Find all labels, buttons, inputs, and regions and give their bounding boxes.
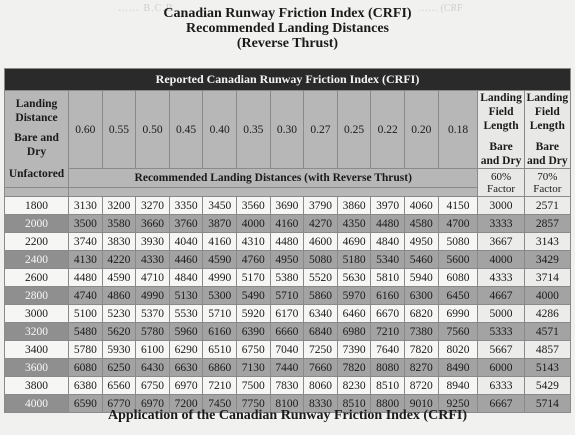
recommended-distance-cell: 8510 xyxy=(337,395,371,413)
recommended-distance-cell: 6100 xyxy=(136,341,170,359)
recommended-distance-cell: 8020 xyxy=(438,341,478,359)
recommended-distance-cell: 6390 xyxy=(237,323,271,341)
table-row xyxy=(5,215,571,233)
recommended-distance-cell: 6080 xyxy=(69,359,103,377)
recommended-distance-cell: 5960 xyxy=(169,323,203,341)
field-length-60-cell: 5667 xyxy=(478,341,524,359)
recommended-distance-cell: 7440 xyxy=(270,359,304,377)
recommended-distance-cell: 4700 xyxy=(438,215,478,233)
factor-70-label: 70% Factor xyxy=(524,169,570,197)
recommended-distance-cell: 3870 xyxy=(203,215,237,233)
table-banner: Reported Canadian Runway Friction Index (CRFI) xyxy=(5,69,571,91)
recommended-distance-cell: 3200 xyxy=(102,197,136,215)
recommended-distance-cell: 7560 xyxy=(438,323,478,341)
recommended-distance-cell: 8100 xyxy=(270,395,304,413)
recommended-distance-cell: 7820 xyxy=(404,341,438,359)
recommended-distance-cell: 6560 xyxy=(102,377,136,395)
field-length-70-cell: 5143 xyxy=(524,359,570,377)
recommended-distance-cell: 5520 xyxy=(304,269,338,287)
landing-distance-cell: 4000 xyxy=(5,395,69,413)
recommended-distance-cell: 5600 xyxy=(438,251,478,269)
recommended-distance-cell: 5710 xyxy=(203,305,237,323)
recommended-distance-cell: 4060 xyxy=(404,197,438,215)
recommended-distance-cell: 5080 xyxy=(304,251,338,269)
recommended-distance-cell: 5810 xyxy=(371,269,405,287)
recommended-distance-cell: 5490 xyxy=(237,287,271,305)
crfi-header-cell: 0.55 xyxy=(102,91,136,169)
recommended-distance-cell: 6300 xyxy=(404,287,438,305)
title-line-2: Recommended Landing Distances xyxy=(185,21,389,36)
recommended-distance-cell: 4990 xyxy=(136,287,170,305)
recommended-distance-cell: 4760 xyxy=(237,251,271,269)
recommended-distance-cell: 7820 xyxy=(337,359,371,377)
recommended-distance-cell: 6170 xyxy=(270,305,304,323)
recommended-distance-cell: 4590 xyxy=(203,251,237,269)
recommended-distance-cell: 3660 xyxy=(136,215,170,233)
crfi-header-cell: 0.50 xyxy=(136,91,170,169)
recommended-distance-cell: 3450 xyxy=(203,197,237,215)
recommended-distance-cell: 5530 xyxy=(169,305,203,323)
crfi-header-cell: 0.20 xyxy=(404,91,438,169)
recommended-distance-cell: 6980 xyxy=(337,323,371,341)
recommended-distance-cell: 5860 xyxy=(304,287,338,305)
landing-distance-cell: 3000 xyxy=(5,305,69,323)
recommended-distance-cell: 3560 xyxy=(237,197,271,215)
recommended-distance-cell: 7450 xyxy=(203,395,237,413)
recommended-distances-label: Recommended Landing Distances (with Reverse Thrust) xyxy=(69,169,478,188)
landing-distance-cell: 1800 xyxy=(5,197,69,215)
table-row xyxy=(5,233,571,251)
recommended-distance-cell: 5780 xyxy=(69,341,103,359)
recommended-distance-cell: 4270 xyxy=(304,215,338,233)
field-length-70-cell: 3429 xyxy=(524,251,570,269)
recommended-distance-cell: 3760 xyxy=(169,215,203,233)
recommended-distance-cell: 6970 xyxy=(136,395,170,413)
field-length-60-cell: 6000 xyxy=(478,359,524,377)
crfi-header-cell: 0.40 xyxy=(203,91,237,169)
recommended-distance-cell: 4710 xyxy=(136,269,170,287)
table-row xyxy=(5,251,571,269)
recommended-distance-cell: 5080 xyxy=(438,233,478,251)
faded-header-text-right: …… (CRF xyxy=(418,3,463,14)
recommended-distance-cell: 6750 xyxy=(237,341,271,359)
recommended-distance-cell: 5130 xyxy=(169,287,203,305)
recommended-distance-cell: 8800 xyxy=(371,395,405,413)
recommended-distance-cell: 5780 xyxy=(136,323,170,341)
recommended-distance-cell: 3930 xyxy=(136,233,170,251)
recommended-distance-cell: 5480 xyxy=(69,323,103,341)
crfi-landing-distance-table xyxy=(4,68,571,413)
recommended-distance-cell: 4990 xyxy=(203,269,237,287)
recommended-distance-cell: 5460 xyxy=(404,251,438,269)
recommended-distance-cell: 4130 xyxy=(69,251,103,269)
field-length-70-cell: 5429 xyxy=(524,377,570,395)
recommended-distance-cell: 4160 xyxy=(270,215,304,233)
document-title xyxy=(0,6,575,51)
recommended-distance-cell: 5630 xyxy=(337,269,371,287)
recommended-distance-cell: 7200 xyxy=(169,395,203,413)
field-length-60-cell: 3000 xyxy=(478,197,524,215)
recommended-distance-cell: 4590 xyxy=(102,269,136,287)
recommended-distance-cell: 6660 xyxy=(270,323,304,341)
table-row xyxy=(5,305,571,323)
recommended-distance-cell: 8080 xyxy=(371,359,405,377)
recommended-distance-cell: 9010 xyxy=(404,395,438,413)
recommended-distance-cell: 4580 xyxy=(404,215,438,233)
recommended-distance-cell: 3500 xyxy=(69,215,103,233)
crfi-header-cell: 0.30 xyxy=(270,91,304,169)
crfi-header-cell: 0.22 xyxy=(371,91,405,169)
recommended-distance-cell: 7250 xyxy=(304,341,338,359)
field-length-60-cell: 5333 xyxy=(478,323,524,341)
recommended-distance-cell: 4480 xyxy=(270,233,304,251)
recommended-distance-cell: 6860 xyxy=(203,359,237,377)
recommended-distance-cell: 6670 xyxy=(371,305,405,323)
recommended-distance-cell: 3130 xyxy=(69,197,103,215)
field-length-60-cell: 4667 xyxy=(478,287,524,305)
title-line-3: (Reverse Thrust) xyxy=(236,36,339,51)
title-line-1: Canadian Runway Friction Index (CRFI) xyxy=(163,6,412,21)
recommended-distance-cell: 4740 xyxy=(69,287,103,305)
recommended-distance-cell: 7210 xyxy=(371,323,405,341)
recommended-distance-cell: 9250 xyxy=(438,395,478,413)
recommended-distance-cell: 5940 xyxy=(404,269,438,287)
recommended-distance-cell: 3270 xyxy=(136,197,170,215)
table-body xyxy=(5,197,571,413)
recommended-distance-cell: 6160 xyxy=(203,323,237,341)
recommended-distance-cell: 8490 xyxy=(438,359,478,377)
crfi-header-cell: 0.27 xyxy=(304,91,338,169)
field-length-60-cell: 3667 xyxy=(478,233,524,251)
recommended-distance-cell: 4460 xyxy=(169,251,203,269)
recommended-distance-cell: 4000 xyxy=(237,215,271,233)
recommended-distance-cell: 7390 xyxy=(337,341,371,359)
recommended-distance-cell: 4950 xyxy=(270,251,304,269)
recommended-distance-cell: 5620 xyxy=(102,323,136,341)
recommended-distance-cell: 5180 xyxy=(337,251,371,269)
recommended-distance-cell: 4160 xyxy=(203,233,237,251)
recommended-distance-cell: 5710 xyxy=(270,287,304,305)
field-length-70-cell: 4000 xyxy=(524,287,570,305)
recommended-distance-cell: 4150 xyxy=(438,197,478,215)
recommended-distance-cell: 5920 xyxy=(237,305,271,323)
table-row xyxy=(5,341,571,359)
recommended-distance-cell: 5100 xyxy=(69,305,103,323)
field-length-60-cell: 6333 xyxy=(478,377,524,395)
recommended-distance-cell: 3350 xyxy=(169,197,203,215)
recommended-distance-cell: 6450 xyxy=(438,287,478,305)
recommended-distance-cell: 3690 xyxy=(270,197,304,215)
factor-60-label: 60% Factor xyxy=(478,169,524,197)
header-spacer xyxy=(69,188,478,197)
recommended-distance-cell: 7210 xyxy=(203,377,237,395)
recommended-distance-cell: 4840 xyxy=(371,233,405,251)
field-length-70-cell: 3143 xyxy=(524,233,570,251)
recommended-distance-cell: 6750 xyxy=(136,377,170,395)
table-row xyxy=(5,377,571,395)
landing-distance-cell: 3200 xyxy=(5,323,69,341)
field-length-70-cell: 2857 xyxy=(524,215,570,233)
table-row xyxy=(5,287,571,305)
crfi-header-cell: 0.35 xyxy=(237,91,271,169)
recommended-distance-cell: 6380 xyxy=(69,377,103,395)
landing-distance-cell: 2600 xyxy=(5,269,69,287)
recommended-distance-cell: 8230 xyxy=(337,377,371,395)
recommended-distance-cell: 5230 xyxy=(102,305,136,323)
recommended-distance-cell: 4950 xyxy=(404,233,438,251)
table-row xyxy=(5,269,571,287)
recommended-distance-cell: 3830 xyxy=(102,233,136,251)
crfi-header-cell: 0.18 xyxy=(438,91,478,169)
landing-distance-cell: 3800 xyxy=(5,377,69,395)
recommended-distance-cell: 7640 xyxy=(371,341,405,359)
recommended-distance-cell: 4310 xyxy=(237,233,271,251)
recommended-distance-cell: 8270 xyxy=(404,359,438,377)
recommended-distance-cell: 6590 xyxy=(69,395,103,413)
recommended-distance-cell: 6990 xyxy=(438,305,478,323)
recommended-distance-cell: 4480 xyxy=(371,215,405,233)
recommended-distance-cell: 6160 xyxy=(371,287,405,305)
landing-distance-cell: 3600 xyxy=(5,359,69,377)
recommended-distance-cell: 7380 xyxy=(404,323,438,341)
field-length-70-cell: 5714 xyxy=(524,395,570,413)
recommended-distance-cell: 6630 xyxy=(169,359,203,377)
recommended-distance-cell: 3580 xyxy=(102,215,136,233)
recommended-distance-cell: 4220 xyxy=(102,251,136,269)
landing-distance-cell: 2200 xyxy=(5,233,69,251)
recommended-distance-cell: 4860 xyxy=(102,287,136,305)
recommended-distance-cell: 5930 xyxy=(102,341,136,359)
recommended-distance-cell: 7040 xyxy=(270,341,304,359)
recommended-distance-cell: 7500 xyxy=(237,377,271,395)
recommended-distance-cell: 4040 xyxy=(169,233,203,251)
landing-distance-cell: 2800 xyxy=(5,287,69,305)
recommended-distance-cell: 4840 xyxy=(169,269,203,287)
landing-distance-cell: 2400 xyxy=(5,251,69,269)
recommended-distance-cell: 4480 xyxy=(69,269,103,287)
recommended-distance-cell: 6460 xyxy=(337,305,371,323)
recommended-distance-cell: 4690 xyxy=(337,233,371,251)
crfi-header-cell: 0.25 xyxy=(337,91,371,169)
field-length-60-cell: 4333 xyxy=(478,269,524,287)
recommended-distance-cell: 3740 xyxy=(69,233,103,251)
field-length-60-cell: 5000 xyxy=(478,305,524,323)
field-length-70-cell: 4571 xyxy=(524,323,570,341)
field-length-70-cell: 4286 xyxy=(524,305,570,323)
recommended-distance-cell: 6770 xyxy=(102,395,136,413)
recommended-distance-cell: 3860 xyxy=(337,197,371,215)
recommended-distance-cell: 7750 xyxy=(237,395,271,413)
landing-distance-cell: 3400 xyxy=(5,341,69,359)
recommended-distance-cell: 5340 xyxy=(371,251,405,269)
recommended-distance-cell: 6820 xyxy=(404,305,438,323)
recommended-distance-cell: 6430 xyxy=(136,359,170,377)
recommended-distance-cell: 5370 xyxy=(136,305,170,323)
footer-caption: Application of the Canadian Runway Friction Index (CRFI) xyxy=(108,408,467,423)
recommended-distance-cell: 5170 xyxy=(237,269,271,287)
recommended-distance-cell: 6510 xyxy=(203,341,237,359)
field-length-70-header: Landing Field Length Bare and Dry xyxy=(524,91,570,169)
field-length-60-cell: 6667 xyxy=(478,395,524,413)
recommended-distance-cell: 6970 xyxy=(169,377,203,395)
recommended-distance-cell: 7660 xyxy=(304,359,338,377)
field-length-60-header: Landing Field Length Bare and Dry xyxy=(478,91,524,169)
field-length-70-cell: 2571 xyxy=(524,197,570,215)
recommended-distance-cell: 5300 xyxy=(203,287,237,305)
recommended-distance-cell: 4600 xyxy=(304,233,338,251)
field-length-70-cell: 3714 xyxy=(524,269,570,287)
recommended-distance-cell: 6080 xyxy=(438,269,478,287)
recommended-distance-cell: 6840 xyxy=(304,323,338,341)
crfi-header-cell: 0.45 xyxy=(169,91,203,169)
field-length-60-cell: 4000 xyxy=(478,251,524,269)
recommended-distance-cell: 6340 xyxy=(304,305,338,323)
recommended-distance-cell: 4330 xyxy=(136,251,170,269)
recommended-distance-cell: 7830 xyxy=(270,377,304,395)
recommended-distance-cell: 3790 xyxy=(304,197,338,215)
recommended-distance-cell: 5970 xyxy=(337,287,371,305)
table-row xyxy=(5,197,571,215)
recommended-distance-cell: 5380 xyxy=(270,269,304,287)
field-length-70-cell: 4857 xyxy=(524,341,570,359)
recommended-distance-cell: 4350 xyxy=(337,215,371,233)
recommended-distance-cell: 6250 xyxy=(102,359,136,377)
recommended-distance-cell: 8510 xyxy=(371,377,405,395)
recommended-distance-cell: 8720 xyxy=(404,377,438,395)
header-spacer xyxy=(5,188,69,197)
crfi-header-cell: 0.60 xyxy=(69,91,103,169)
recommended-distance-cell: 8940 xyxy=(438,377,478,395)
field-length-60-cell: 3333 xyxy=(478,215,524,233)
landing-distance-cell: 2000 xyxy=(5,215,69,233)
recommended-distance-cell: 6290 xyxy=(169,341,203,359)
faded-header-text-left: …… B.C.B. xyxy=(118,3,178,14)
table-row xyxy=(5,323,571,341)
recommended-distance-cell: 3970 xyxy=(371,197,405,215)
landing-distance-header: Landing Distance Bare and Dry Unfactored xyxy=(5,91,69,188)
recommended-distance-cell: 8330 xyxy=(304,395,338,413)
table-row xyxy=(5,359,571,377)
recommended-distance-cell: 7130 xyxy=(237,359,271,377)
recommended-distance-cell: 8060 xyxy=(304,377,338,395)
